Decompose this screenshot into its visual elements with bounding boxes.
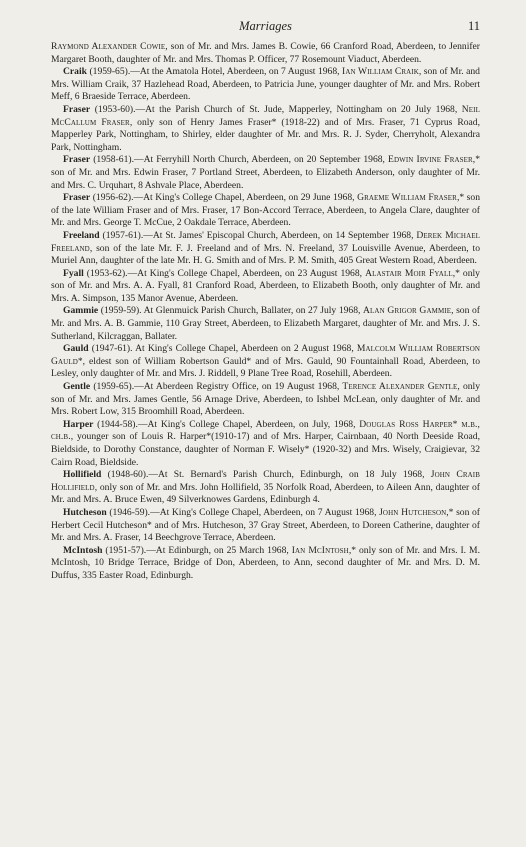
marriage-entry xyxy=(51,154,480,192)
entry-groom-name: Terence Alexander Gentle xyxy=(342,381,458,393)
entry-venue: —At King's College Chapel, Aberdeen, on 29 June 1968, xyxy=(133,192,358,204)
marriage-entry xyxy=(51,230,480,268)
entry-details: , son of Mr. and Mrs. William Craik, 37 Hazlehead Road, Aberdeen, to Patricia June, younger daughter of Mr. and Mrs. Robert Meff, 6 Braeside Terrace, Aberdeen. xyxy=(51,66,480,103)
marriage-entry xyxy=(51,545,480,583)
entry-venue: —At Ferryhill North Church, Aberdeen, on 20 September 1968, xyxy=(133,154,388,166)
running-title: Marriages xyxy=(239,19,292,33)
entry-details: ,* son of Herbert Cecil Hutcheson* and of Mrs. Hutcheson, 37 Gray Street, Aberdeen, to Doreen Catherine, daughter of Mr. and Mrs. A. Fraser, 14 Beechgrove Terrace, Aberdeen. xyxy=(51,506,480,544)
entry-groom-name: John Hutcheson xyxy=(379,506,447,518)
entry-groom-name: Edwin Irvine Fraser xyxy=(388,154,473,166)
entry-venue: —At King's College Chapel, Aberdeen, on 7 August 1968, xyxy=(150,506,380,518)
entry-surname: Fraser xyxy=(63,154,91,166)
entry-venue: At Glenmuick Parish Church, Ballater, on 27 July 1968, xyxy=(141,305,364,317)
entry-venue: —At King's College Chapel, Aberdeen, on July, 1968, xyxy=(137,418,360,430)
entry-surname: Hutcheson xyxy=(63,506,107,518)
entry-details: , only son of Henry James Fraser* (1918-22) and of Mrs. Fraser, 71 Cyprus Road, Mapperley Park, Nottingham, to Shirley, elder daughter of Mr. and Mrs. R. J. Syder, Cherryholt, Alexandra Park, Nottingham. xyxy=(51,116,481,153)
entry-groom-name: Ian McIntosh xyxy=(291,544,349,556)
entry-venue: —At Edinburgh, on 25 March 1968, xyxy=(146,544,292,556)
entry-dates: (1944-58). xyxy=(93,418,138,430)
marriage-entry xyxy=(51,41,480,66)
entry-dates: (1956-62). xyxy=(90,192,134,204)
entry-dates: (1947-61). xyxy=(88,343,133,355)
entry-details: , only son of Mr. and Mrs. John Hollifield, 35 Norfolk Road, Aberdeen, to Aileen Ann, daughter of Mr. and Mrs. A. Bruce Ewen, 49 Silverknowes Gardens, Edinburgh 4. xyxy=(51,481,480,506)
entry-surname: McIntosh xyxy=(63,544,103,556)
marriage-entry xyxy=(51,469,480,507)
marriage-entry xyxy=(51,192,480,230)
entry-details: ,* only son of Mr. and Mrs. I. M. McIntosh, 10 Bridge Terrace, Bridge of Don, Aberdeen, to Ann, second daughter of Mr. and Mrs. D. M. Duffus, 335 Easter Road, Edinburgh. xyxy=(51,544,480,581)
entry-groom-name: Alan Grigor Gammie xyxy=(363,305,452,317)
entry-dates: (1946-59). xyxy=(106,506,151,518)
entry-groom-name: Neil McCallum Fraser xyxy=(51,103,480,128)
entry-groom-name: Derek Michael Freeland xyxy=(51,229,480,254)
entry-details: , younger son of Louis R. Harper*(1910-17) and of Mrs. Harper, Cairnbaan, 40 North Deeside Road, Bieldside, to Dorothy Constance, daughter of Norman F. Wisely* (1920-32) and Mrs. Wisely, Craigievar, 32 Cairn Road, Bieldside. xyxy=(51,431,480,468)
page-number: 11 xyxy=(467,19,480,33)
entry-venue: —At King's College Chapel, Aberdeen, on 23 August 1968, xyxy=(127,267,366,279)
entry-surname: Gammie xyxy=(63,305,99,317)
entry-details: , son of Mr. and Mrs. James B. Cowie, 66 Cranford Road, Aberdeen, to Jennifer Margaret Booth, daughter of Mr. and Mrs. Thomas P. Officer, 77 Rosemount Viaduct, Aberdeen. xyxy=(51,41,481,65)
marriage-entry xyxy=(51,104,480,154)
entry-details: , only son of Mr. and Mrs. James Gentle, 56 Arnage Drive, Aberdeen, to Ishbel McLean, only daughter of Mr. and Mrs. Robert Low, 315 Broomhill Road, Aberdeen. xyxy=(51,381,481,418)
entry-dates: (1953-60). xyxy=(90,103,136,115)
marriage-entry xyxy=(51,305,480,343)
entry-groom-name: John Craib Hollifield xyxy=(51,469,480,493)
entry-dates: (1957-61). xyxy=(99,229,144,241)
entry-dates: (1951-57). xyxy=(102,544,147,556)
entry-groom-name: Alastair Moir Fyall xyxy=(365,267,453,279)
entry-details: ,* only son of Mr. and Mrs. A. A. Fyall, 81 Cranford Road, Aberdeen, to Elizabeth Booth, only daughter of Mr. and Mrs. A. Simpson, 135 Manor Avenue, Aberdeen. xyxy=(51,267,480,304)
entry-details: ,* son of Mr. and Mrs. Edwin Fraser, 7 Portland Street, Aberdeen, to Elizabeth Anderson, only daughter of Mr. and Mrs. C. Urquhart, 8 Ashvale Place, Aberdeen. xyxy=(51,154,480,191)
marriage-entry xyxy=(51,268,480,306)
entry-surname: Freeland xyxy=(63,229,100,241)
entry-dates: (1959-65). xyxy=(86,66,131,78)
entry-surname: Fraser xyxy=(63,103,91,115)
page-header xyxy=(51,19,480,39)
entry-surname: Harper xyxy=(63,418,94,430)
entry-venue: —At Aberdeen Registry Office, on 19 August 1968, xyxy=(134,381,343,393)
entry-details: , son of the late Mr. F. J. Freeland and of Mrs. N. Freeland, 37 Louisville Avenue, Aberdeen, to Muriel Ann, daughter of the late Mr. H. G. Smith and of Mrs. P. M. Smith, 405 Great Western Road, Aberdeen. xyxy=(51,242,480,267)
entry-surname: Hollifield xyxy=(63,469,102,481)
marriage-entry xyxy=(51,419,480,469)
entry-dates: (1953-62). xyxy=(83,267,128,279)
entry-venue: —At the Amatola Hotel, Aberdeen, on 7 August 1968, xyxy=(130,66,343,78)
entry-details: ,* son of the late William Fraser and of Mrs. Fraser, 17 Bon-Accord Terrace, Aberdeen, to Angela Clare, daughter of Mr. and Mrs. George T. McCue, 2 Oakdale Terrace, Aberdeen. xyxy=(51,192,480,229)
marriage-entry xyxy=(51,507,480,545)
entry-dates: (1959-59). xyxy=(98,305,142,317)
entry-details: , son of Mr. and Mrs. A. B. Gammie, 110 Gray Street, Aberdeen, to Elizabeth Margaret, daughter of Mr. and Mrs. J. S. Sutherland, Kilcraggan, Ballater. xyxy=(51,305,480,342)
entry-venue: —At St. James' Episcopal Church, Aberdeen, on 14 September 1968, xyxy=(143,229,417,241)
marriage-entry xyxy=(51,343,480,381)
marriages-list xyxy=(51,41,480,583)
entry-dates: (1958-61). xyxy=(90,154,134,166)
entry-groom-name: Malcolm William Robertson Gauld xyxy=(51,343,481,367)
entry-groom-name: Raymond Alexander Cowie xyxy=(51,41,166,52)
entry-venue: At King's College Chapel, Aberdeen on 2 August 1968, xyxy=(132,343,357,355)
entry-venue: —At the Parish Church of St. Jude, Mapperley, Nottingham on 20 July 1968, xyxy=(135,103,462,115)
entry-details: *, eldest son of William Robertson Gauld* and of Mrs. Gauld, 90 Fountainhall Road, Aberdeen, to Lesley, only daughter of Mr. and Mrs. J. Riddell, 9 Plane Tree Road, Rosehill, Aberdeen. xyxy=(51,355,480,380)
entry-groom-name: Graeme William Fraser xyxy=(357,192,457,204)
entry-surname: Fraser xyxy=(63,192,91,204)
marriage-entry xyxy=(51,66,480,104)
entry-venue: —At St. Bernard's Parish Church, Edinburgh, on 18 July 1968, xyxy=(148,469,431,481)
entry-dates: (1948-60). xyxy=(101,469,149,481)
entry-surname: Gauld xyxy=(63,343,89,355)
entry-surname: Fyall xyxy=(63,267,84,279)
entry-groom-name: Ian William Craik xyxy=(342,66,419,78)
entry-groom-name: Douglas Ross Harper* m.b., ch.b. xyxy=(51,418,480,443)
entry-surname: Craik xyxy=(63,66,87,78)
entry-surname: Gentle xyxy=(63,381,91,393)
entry-dates: (1959-65). xyxy=(90,381,135,393)
marriage-entry xyxy=(51,381,480,419)
